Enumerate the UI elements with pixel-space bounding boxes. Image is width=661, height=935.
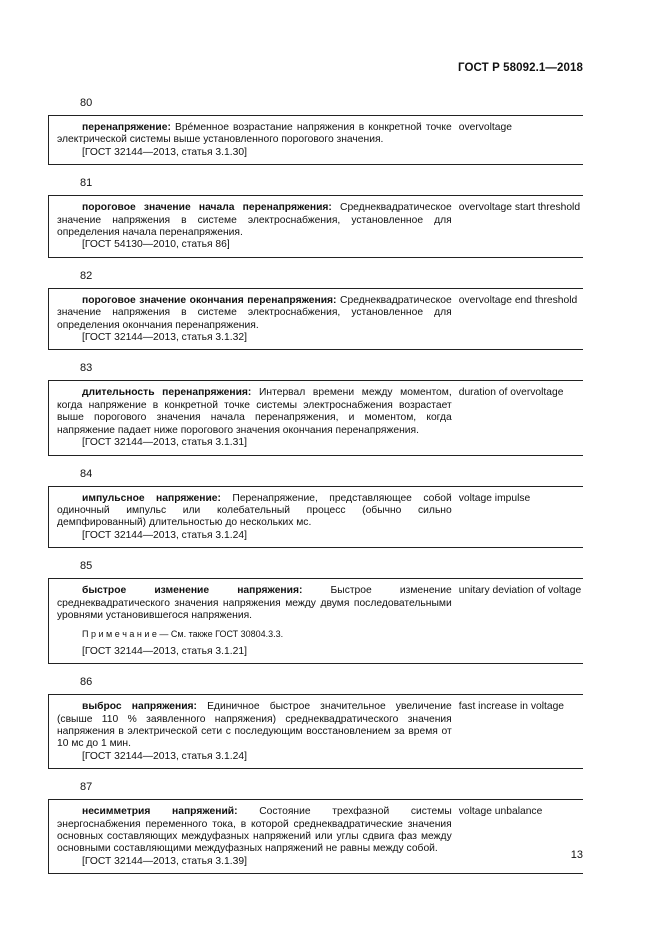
entry-box xyxy=(48,799,583,874)
entry-russian xyxy=(49,701,452,763)
term-english: overvoltage end threshold xyxy=(458,294,578,306)
entry-box xyxy=(48,380,583,455)
term-name: импульсное напряжение: xyxy=(82,492,221,504)
entry-box xyxy=(48,578,583,664)
term-source: [ГОСТ 32144—2013, статья 3.1.39] xyxy=(82,855,247,867)
entry-russian xyxy=(49,585,452,658)
term-name: несимметрия напряжений: xyxy=(82,806,238,818)
entry-box xyxy=(48,694,583,769)
term-definition: Врéменное возрастание напряжения в конкретной точке электрической системы выше установленного порогового значения. xyxy=(57,122,452,146)
term-definition: Состояние трехфазной системы энергоснабжения переменного тока, в которой среднеквадратические значения основных составляющих междуфазных напряжений или углы сдвига фаз между основными составляющими междуфазных напряжений не равны между собой. xyxy=(57,806,452,855)
entry-box xyxy=(48,195,583,258)
document-header: ГОСТ Р 58092.1—2018 xyxy=(458,62,583,74)
term-source: [ГОСТ 32144—2013, статья 3.1.31] xyxy=(82,437,247,449)
term-definition: Быстрое изменение среднеквадратического значения напряжения между двумя последовательными уровнями установившегося напряжения. xyxy=(57,585,452,621)
entry-box xyxy=(48,115,583,165)
term-source: [ГОСТ 54130—2010, статья 86] xyxy=(82,239,230,251)
term-entry-82 xyxy=(48,268,583,351)
term-name: длительность перенапряжения: xyxy=(82,387,252,399)
entry-russian xyxy=(49,493,452,543)
term-english: voltage impulse xyxy=(458,492,531,504)
entry-russian xyxy=(49,295,452,345)
term-entry-85 xyxy=(48,558,583,664)
term-english: duration of overvoltage xyxy=(458,387,564,399)
entry-number: 87 xyxy=(80,781,93,794)
term-english: unitary deviation of voltage xyxy=(458,585,582,597)
term-entry-83 xyxy=(48,360,583,455)
entry-russian xyxy=(49,202,452,252)
term-source: [ГОСТ 32144—2013, статья 3.1.24] xyxy=(82,529,247,541)
term-definition: Единичное быстрое значительное увеличение (свыше 110 % заявленного напряжения) среднеквадратического значения напряжения в электрической сети с последующим восстановлением за время от 10 мс до 1 мин. xyxy=(57,701,452,750)
term-definition: Интервал времени между моментом, когда напряжение в конкретной точке системы электроснабжения возрастает выше порогового значения начала перенапряжения, и моментом, когда напряжение падает ниже порогового значения окончания перенапряжения. xyxy=(57,387,452,436)
term-entry-80 xyxy=(48,95,583,165)
term-definition: Среднеквадратическое значение напряжения в системе электроснабжения, установленное для определения начала перенапряжения. xyxy=(57,202,452,239)
term-entry-86 xyxy=(48,674,583,769)
entry-russian xyxy=(49,122,452,159)
entry-number: 83 xyxy=(80,362,93,375)
term-source: [ГОСТ 32144—2013, статья 3.1.24] xyxy=(82,750,247,762)
term-entry-84 xyxy=(48,466,583,549)
term-source: [ГОСТ 32144—2013, статья 3.1.21] xyxy=(82,645,247,657)
term-english: voltage unbalance xyxy=(458,806,543,818)
entry-number: 82 xyxy=(80,269,93,282)
term-note: П р и м е ч а н и е — См. также ГОСТ 30804.3.3. xyxy=(82,629,284,640)
term-english: overvoltage xyxy=(458,122,512,133)
term-entry-87 xyxy=(48,779,583,874)
term-name: перенапряжение: xyxy=(82,122,171,133)
page-number: 13 xyxy=(570,849,583,861)
terms-list xyxy=(48,93,583,884)
term-name: выброс напряжения: xyxy=(82,701,197,713)
term-entry-81 xyxy=(48,175,583,258)
term-source: [ГОСТ 32144—2013, статья 3.1.32] xyxy=(82,332,247,344)
term-english: fast increase in voltage xyxy=(458,701,565,713)
term-name: пороговое значение начала перенапряжения: xyxy=(82,202,332,214)
entry-number: 86 xyxy=(80,676,93,689)
term-definition: Среднеквадратическое значение напряжения в системе электроснабжения, установленное для определения окончания перенапряжения. xyxy=(57,294,452,331)
entry-box xyxy=(48,288,583,351)
term-english: overvoltage start threshold xyxy=(458,202,581,214)
entry-russian xyxy=(49,387,452,449)
entry-number: 80 xyxy=(80,97,93,109)
entry-number: 85 xyxy=(80,560,93,573)
entry-russian xyxy=(49,806,452,868)
entry-box xyxy=(48,486,583,549)
entry-number: 84 xyxy=(80,467,93,480)
term-name: быстрое изменение напряжения: xyxy=(82,585,303,597)
term-source: [ГОСТ 32144—2013, статья 3.1.30] xyxy=(82,146,247,158)
entry-number: 81 xyxy=(80,177,93,190)
term-definition: Перенапряжение, представляющее собой одиночный импульс или колебательный процесс (обычно сильно демпфированный) длительностью до нескольких мс. xyxy=(57,492,452,529)
term-name: пороговое значение окончания перенапряжения: xyxy=(82,294,337,306)
